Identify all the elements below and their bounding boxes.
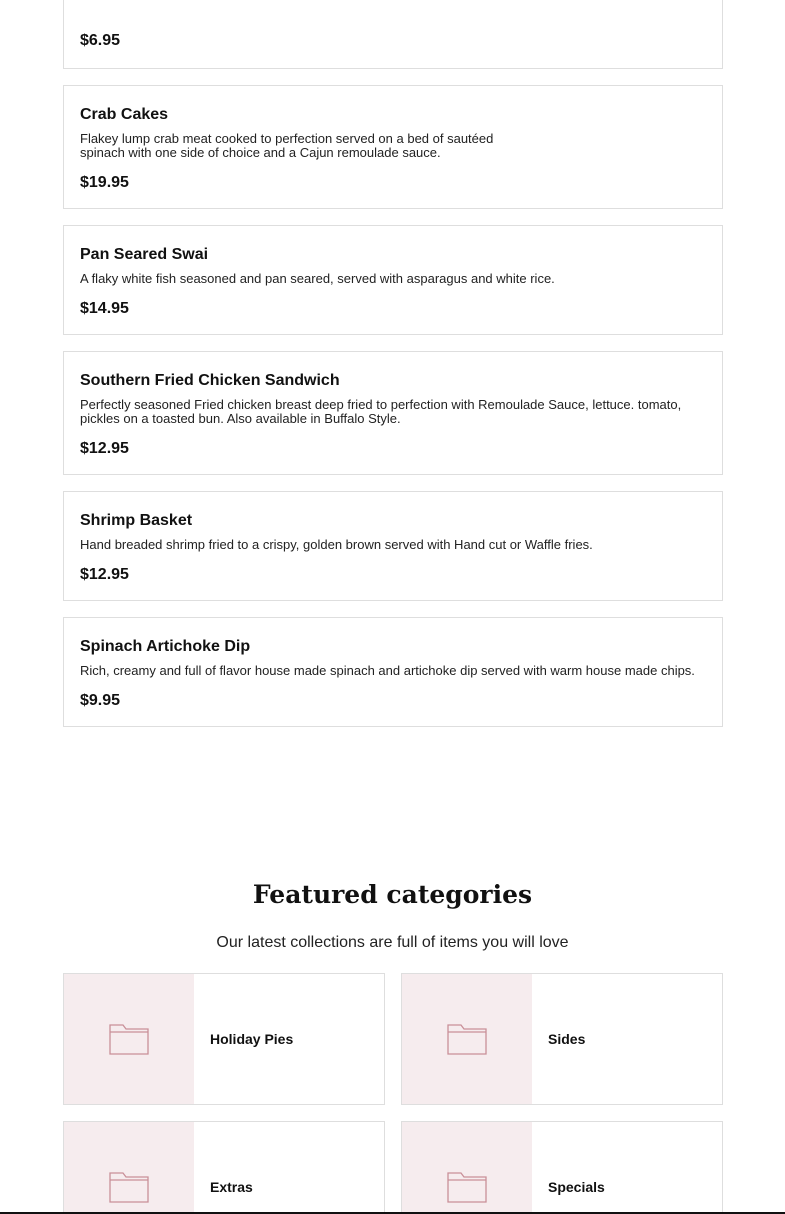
menu-item-name: Crab Cakes xyxy=(80,106,169,123)
menu-item-card[interactable] xyxy=(63,617,723,727)
category-thumbnail xyxy=(402,974,532,1104)
category-label: Extras xyxy=(210,1179,253,1195)
menu-item-price: $9.95 xyxy=(80,692,121,709)
menu-item-name: Southern Fried Chicken Sandwich xyxy=(80,372,340,389)
category-thumbnail xyxy=(402,1122,532,1214)
featured-categories-subtitle: Our latest collections are full of items you will love xyxy=(216,934,569,951)
category-card-extras[interactable] xyxy=(63,1121,385,1214)
folder-icon xyxy=(446,1022,488,1056)
menu-item-name: Spinach Artichoke Dip xyxy=(80,638,251,655)
folder-icon xyxy=(446,1170,488,1204)
menu-item-description: Rich, creamy and full of flavor house made spinach and artichoke dip served with warm house made chips. xyxy=(80,663,695,678)
featured-categories-title: Featured categories xyxy=(252,880,533,909)
menu-item-price: $12.95 xyxy=(80,566,129,583)
category-thumbnail xyxy=(64,1122,194,1214)
category-label: Sides xyxy=(548,1031,586,1047)
menu-item-name: Shrimp Basket xyxy=(80,512,193,529)
menu-item-description: Flakey lump crab meat cooked to perfection served on a bed of sautéed spinach with one side of choice and a Cajun remoulade sauce. xyxy=(80,131,494,160)
menu-item-description: Perfectly seasoned Fried chicken breast deep fried to perfection with Remoulade Sauce, lettuce. tomato, pickles on a toasted bun. Also available in Buffalo Style. xyxy=(80,397,682,426)
category-card-holiday-pies[interactable] xyxy=(63,973,385,1105)
folder-icon xyxy=(108,1170,150,1204)
category-label: Specials xyxy=(548,1179,605,1195)
category-label: Holiday Pies xyxy=(210,1031,294,1047)
menu-item-price: $12.95 xyxy=(80,440,129,457)
folder-icon xyxy=(108,1022,150,1056)
menu-item-description: Hand breaded shrimp fried to a crispy, golden brown served with Hand cut or Waffle fries. xyxy=(80,537,593,552)
category-card-specials[interactable] xyxy=(401,1121,723,1214)
category-card-sides[interactable] xyxy=(401,973,723,1105)
category-thumbnail xyxy=(64,974,194,1104)
menu-item-price: $6.95 xyxy=(80,32,121,49)
menu-item-card[interactable] xyxy=(63,491,723,601)
menu-item-price: $14.95 xyxy=(80,300,129,317)
menu-item-card[interactable] xyxy=(63,85,723,209)
menu-item-card[interactable] xyxy=(63,351,723,475)
menu-item-name: Pan Seared Swai xyxy=(80,246,209,263)
menu-item-price: $19.95 xyxy=(80,174,129,191)
menu-item-card[interactable] xyxy=(63,0,723,69)
menu-item-list xyxy=(63,0,723,743)
menu-item-description: A flaky white fish seasoned and pan seared, served with asparagus and white rice. xyxy=(80,271,555,286)
menu-item-card[interactable] xyxy=(63,225,723,335)
